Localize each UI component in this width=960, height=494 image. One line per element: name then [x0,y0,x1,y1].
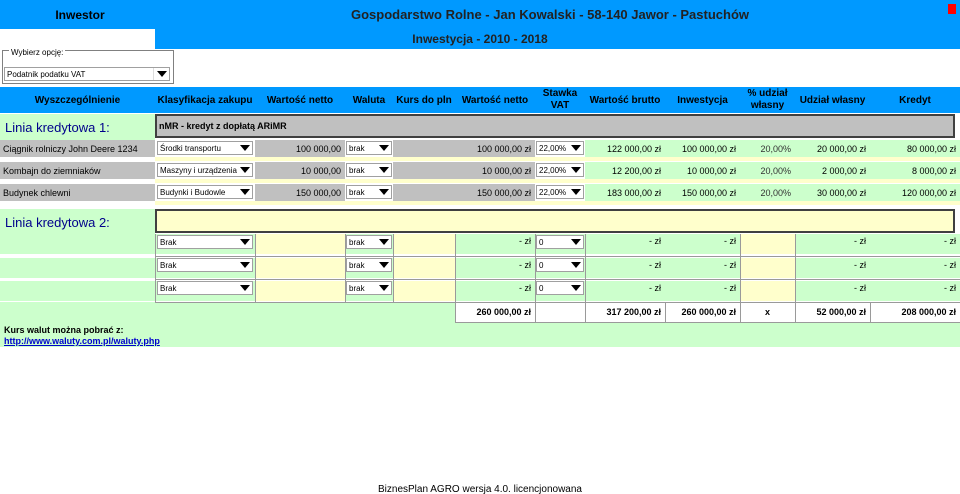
row2-inwestycja: 10 000,00 zł [665,162,740,179]
row3-vat-select[interactable] [536,185,584,199]
col-kredyt: Kredyt [899,94,931,106]
row1-netto-pln: 100 000,00 zł [455,140,535,157]
col-wartosc-netto: Wartość netto [266,94,334,106]
chevron-down-icon [240,239,250,245]
vat-status-select[interactable] [4,67,170,81]
cl2-row3-waluta-select[interactable] [346,281,392,295]
farm-title: Gospodarstwo Rolne - Jan Kowalski - 58-140 Jawor - Pastuchów [350,7,750,22]
row3-kredyt: 120 000,00 zł [870,184,960,201]
cl2-row1-kredyt: - zł [944,236,956,246]
grid-v-345 [345,234,346,302]
cl2-row2-vat-value: 0 [539,260,544,270]
cl2-row1-netto-pln: - zł [519,236,531,246]
col-stawka-line1: Stawka [542,88,578,99]
cl2-row1-inwestycja: - zł [724,236,736,246]
cl2-row3-udzial: - zł [854,283,866,293]
row3-klasyfikacja-select[interactable] [157,185,253,199]
row1-name: Ciągnik rolniczy John Deere 1234 [3,143,138,154]
cl2-row3-kurs[interactable] [393,281,455,301]
cl2-row2-udzial-pct[interactable] [740,258,795,278]
cl2-row1-kurs[interactable] [393,234,455,254]
cl2-row2-udzial: - zł [854,260,866,270]
row1-waluta-select[interactable] [346,141,392,155]
row2-vat-value: 22,00% [539,165,567,175]
cl2-row2-klasyfikacja-select[interactable] [157,258,253,272]
cl2-row1-klasyfikacja-value: Brak [160,237,177,247]
row1-spacer [155,157,960,161]
credit-line-1-name: nMR - kredyt z dopłatą ARiMR [159,121,287,131]
cl2-row3-kredyt: - zł [944,283,956,293]
total-udzial-pct: x [764,307,770,317]
chevron-down-icon [571,285,581,291]
kurs-link[interactable]: http://www.waluty.com.pl/waluty.php [4,336,160,346]
row2-klasyfikacja-value: Maszyny i urządzenia [160,165,237,175]
grid-v-795 [795,234,796,322]
credit-line-2-label: Linia kredytowa 2: [5,214,110,230]
cl2-row1-udzial: - zł [854,236,866,246]
grid-v-740 [740,234,741,322]
total-netto-pln: 260 000,00 zł [476,307,531,317]
chevron-down-icon [379,262,389,268]
col-stawka-line2: VAT [550,100,570,111]
grid-v-535 [535,234,536,322]
row3-udzial: 30 000,00 zł [795,184,870,201]
grid-h-322 [455,322,960,323]
row2-netto: 10 000,00 [255,162,345,179]
row1-brutto: 122 000,00 zł [585,140,665,157]
chevron-down-icon [240,285,250,291]
cl2-row2-inwestycja: - zł [724,260,736,270]
row1-vat-select[interactable] [536,141,584,155]
chevron-down-icon [379,189,389,195]
credit-line-1-label: Linia kredytowa 1: [5,119,110,135]
grid-h-302 [155,302,960,303]
cl2-row1-brutto: - zł [649,236,661,246]
cl2-row3-netto-pln: - zł [519,283,531,293]
chevron-down-icon [240,145,250,151]
cl2-row3-inwestycja: - zł [724,283,736,293]
investment-subtitle: Inwestycja - 2010 - 2018 [412,32,548,46]
chevron-down-icon [571,145,581,151]
cl2-row2-vat-select[interactable] [536,258,584,272]
row3-kurs [393,184,455,201]
grid-v-870 [870,302,871,322]
col-udzial-wlasny: Udział własny [799,94,866,106]
grid-v-665 [665,302,666,322]
cl2-row2-waluta-select[interactable] [346,258,392,272]
col-udzial-pct-line2: własny [750,100,785,111]
col-stawka-vat [535,87,585,113]
chevron-down-icon [240,167,250,173]
row3-udzial-pct: 20,00% [740,184,795,201]
cl2-row2-netto[interactable] [255,258,345,278]
col-wyszczegolnienie: Wyszczególnienie [34,94,121,106]
row3-klasyfikacja-value: Budynki i Budowle [160,187,226,197]
row3-netto: 150 000,00 [255,184,345,201]
cl2-row2-klasyfikacja-value: Brak [160,260,177,270]
row1-udzial: 20 000,00 zł [795,140,870,157]
row1-udzial-pct: 20,00% [740,140,795,157]
grid-v-155 [155,234,156,302]
cl2-row3-vat-select[interactable] [536,281,584,295]
cl2-row3-vat-value: 0 [539,283,544,293]
credit-line-2-name-box[interactable] [155,209,955,233]
row3-vat-value: 22,00% [539,187,567,197]
cl2-row3-klasyfikacja-select[interactable] [157,281,253,295]
chevron-down-icon [379,145,389,151]
grid-v-585 [585,234,586,322]
cl2-row1-klasyfikacja-select[interactable] [157,235,253,249]
row3-spacer [155,201,960,205]
row1-kurs [393,140,455,157]
grid-v-455 [455,234,456,322]
col-udzial-pct-line1: % udział [747,88,788,99]
row3-waluta-select[interactable] [346,185,392,199]
grid-v-393 [393,234,394,302]
cl2-row3-udzial-pct[interactable] [740,281,795,301]
row1-klasyfikacja-value: Środki transportu [160,143,221,153]
row2-udzial-pct: 20,00% [740,162,795,179]
cl2-row2-kurs[interactable] [393,258,455,278]
total-kredyt: 208 000,00 zł [901,307,956,317]
row2-waluta-select[interactable] [346,163,392,177]
kurs-note: Kurs walut można pobrać z: [4,325,124,335]
cl2-row1-udzial-pct[interactable] [740,234,795,254]
col-udzial-pct [740,87,795,113]
chevron-down-icon [379,239,389,245]
col-inwestycja: Inwestycja [677,94,728,106]
row3-brutto: 183 000,00 zł [585,184,665,201]
cl2-row1-waluta-select[interactable] [346,235,392,249]
cl2-row3-brutto: - zł [649,283,661,293]
row2-waluta-value: brak [349,165,365,175]
chevron-down-icon [379,285,389,291]
cl2-row1-vat-value: 0 [539,237,544,247]
col-waluta: Waluta [352,94,386,106]
row1-klasyfikacja-select[interactable] [157,141,253,155]
row1-kredyt: 80 000,00 zł [870,140,960,157]
col-kurs: Kurs do pln [396,94,452,106]
chevron-down-icon [571,189,581,195]
grid-h-256 [155,256,960,257]
col-wartosc-netto-pln: Wartość netto [461,94,529,106]
grid-v-255 [255,234,256,302]
cl2-row2-waluta-value: brak [349,260,365,270]
col-wartosc-brutto: Wartość brutto [589,94,661,106]
row3-netto-pln: 150 000,00 zł [455,184,535,201]
chevron-down-icon [240,189,250,195]
row2-kurs [393,162,455,179]
row1-netto: 100 000,00 [255,140,345,157]
total-brutto: 317 200,00 zł [606,307,661,317]
cl2-row2-brutto: - zł [649,260,661,270]
cl2-row2-kredyt: - zł [944,260,956,270]
chevron-down-icon [379,167,389,173]
row2-spacer [155,179,960,183]
options-group-label: Wybierz opcję: [11,48,64,57]
col-klasyfikacja: Klasyfikacja zakupu [157,94,253,106]
row1-waluta-value: brak [349,143,365,153]
row3-inwestycja: 150 000,00 zł [665,184,740,201]
row2-brutto: 12 200,00 zł [585,162,665,179]
investor-title: Inwestor [55,7,105,22]
cl2-row1-vat-select[interactable] [536,235,584,249]
cl2-row3-klasyfikacja-value: Brak [160,283,177,293]
total-udzial: 52 000,00 zł [816,307,866,317]
corner-marker [948,4,956,14]
row1-vat-value: 22,00% [539,143,567,153]
row2-vat-select[interactable] [536,163,584,177]
cl2-row1-netto[interactable] [255,234,345,254]
row3-name: Budynek chlewni [3,187,71,198]
chevron-down-icon [240,262,250,268]
row2-name: Kombajn do ziemniaków [3,165,101,176]
row2-udzial: 2 000,00 zł [795,162,870,179]
cl2-row2-netto-pln: - zł [519,260,531,270]
chevron-down-icon [571,262,581,268]
vat-status-value: Podatnik podatku VAT [7,69,86,79]
version-label: BiznesPlan AGRO wersja 4.0. licencjonowana [378,484,582,494]
row1-inwestycja: 100 000,00 zł [665,140,740,157]
row2-netto-pln: 10 000,00 zł [455,162,535,179]
total-inwestycja: 260 000,00 zł [681,307,736,317]
cl2-row1-waluta-value: brak [349,237,365,247]
chevron-down-icon [157,71,167,77]
chevron-down-icon [571,239,581,245]
row3-waluta-value: brak [349,187,365,197]
row2-klasyfikacja-select[interactable] [157,163,253,177]
row2-kredyt: 8 000,00 zł [870,162,960,179]
cl2-row3-waluta-value: brak [349,283,365,293]
chevron-down-icon [571,167,581,173]
cl2-row3-netto[interactable] [255,281,345,301]
grid-h-279 [155,279,960,280]
